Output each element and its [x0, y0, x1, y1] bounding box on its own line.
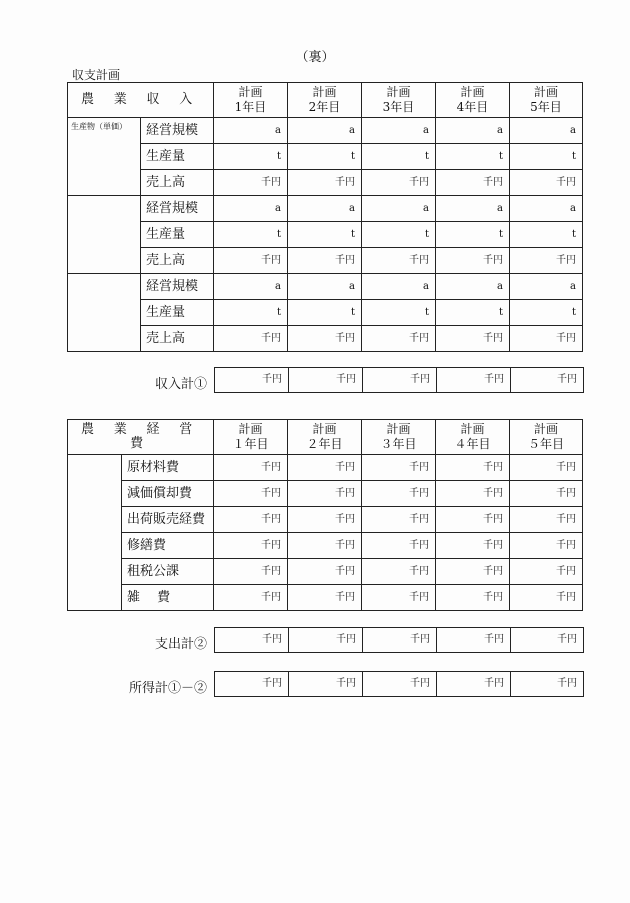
income-value-cell: a — [288, 274, 362, 300]
income-value-cell: t — [436, 222, 510, 248]
income-value-cell: t — [288, 300, 362, 326]
income-plan-header-year-1 — [214, 83, 288, 118]
section-title: 収支計画 — [72, 68, 121, 82]
income-value-cell: 千円 — [362, 326, 436, 352]
expense-year-label: ５年目 — [527, 437, 564, 451]
expense-total-label: 支出計② — [154, 637, 207, 652]
income-total-value-cell: 千円 — [363, 368, 437, 393]
income-plan-label: 計画 — [238, 85, 263, 99]
income-row — [68, 274, 583, 300]
income-value-cell: 千円 — [510, 326, 583, 352]
expense-total-value-cell: 千円 — [363, 628, 437, 653]
expense-item-label: 減価償却費 — [122, 481, 214, 507]
product-group-cell — [68, 274, 141, 352]
expense-total-value-cell: 千円 — [289, 628, 363, 653]
income-value-cell: 千円 — [214, 326, 288, 352]
income-value-cell: t — [510, 222, 583, 248]
expense-row — [68, 585, 583, 611]
income-year-label: 2年目 — [308, 100, 341, 114]
expense-value-cell: 千円 — [436, 585, 510, 611]
income-year-label: 5年目 — [530, 100, 562, 114]
expense-value-cell: 千円 — [214, 455, 288, 481]
income-value-cell: a — [362, 274, 436, 300]
expense-item-label: 原材料費 — [122, 455, 214, 481]
income-row — [68, 248, 583, 274]
income-value-cell: 千円 — [436, 248, 510, 274]
expense-value-cell: 千円 — [214, 585, 288, 611]
expense-value-cell: 千円 — [214, 559, 288, 585]
income-total-value-cell: 千円 — [289, 368, 363, 393]
expense-value-cell: 千円 — [362, 585, 436, 611]
expense-row — [68, 455, 583, 481]
income-value-cell: t — [510, 300, 583, 326]
income-plan-header-year-2 — [288, 83, 362, 118]
income-value-cell: 千円 — [214, 248, 288, 274]
profit-total-label: 所得計①－② — [128, 681, 207, 696]
income-plan-label: 計画 — [460, 85, 485, 99]
expense-plan-header-year-1 — [214, 420, 288, 455]
income-plan-header-year-3 — [362, 83, 436, 118]
expense-value-cell: 千円 — [214, 481, 288, 507]
profit-total-row — [215, 672, 584, 697]
income-value-cell: t — [436, 144, 510, 170]
expense-plan-label: 計画 — [238, 422, 263, 436]
expense-item-label: 修繕費 — [122, 533, 214, 559]
income-row — [68, 326, 583, 352]
income-value-cell: a — [288, 196, 362, 222]
income-total-label: 収入計① — [154, 377, 207, 392]
profit-total-value-cell: 千円 — [215, 672, 289, 697]
income-value-cell: a — [436, 196, 510, 222]
expense-total-table — [214, 627, 584, 653]
expense-value-cell: 千円 — [510, 585, 583, 611]
income-row — [68, 222, 583, 248]
expense-item-label: 出荷販売経費 — [122, 507, 214, 533]
income-plan-header-year-4 — [436, 83, 510, 118]
expense-header-title: 農 業 経 営 費 — [68, 420, 214, 455]
expense-value-cell: 千円 — [510, 559, 583, 585]
expense-item-label: 雑 費 — [122, 585, 214, 611]
expense-total-row — [215, 628, 584, 653]
expense-value-cell: 千円 — [288, 585, 362, 611]
expense-value-cell: 千円 — [510, 533, 583, 559]
income-item-label: 売上高 — [141, 170, 214, 196]
expense-value-cell: 千円 — [510, 507, 583, 533]
profit-total-value-cell: 千円 — [511, 672, 584, 697]
income-row — [68, 196, 583, 222]
income-value-cell: t — [214, 300, 288, 326]
income-value-cell: t — [436, 300, 510, 326]
profit-total-value-cell: 千円 — [363, 672, 437, 697]
product-group-cell: 生産物（単価） — [68, 118, 141, 196]
profit-total-value-cell: 千円 — [437, 672, 511, 697]
expense-plan-label: 計画 — [533, 422, 558, 436]
income-row — [68, 170, 583, 196]
income-item-label: 生産量 — [141, 144, 214, 170]
expense-plan-label: 計画 — [460, 422, 485, 436]
expense-value-cell: 千円 — [288, 533, 362, 559]
income-value-cell: a — [362, 196, 436, 222]
expense-row — [68, 481, 583, 507]
expense-year-label: ３年目 — [380, 437, 417, 451]
income-value-cell: a — [510, 196, 583, 222]
income-row — [68, 300, 583, 326]
income-value-cell: 千円 — [288, 170, 362, 196]
expense-table — [67, 419, 583, 611]
income-total-value-cell: 千円 — [437, 368, 511, 393]
income-value-cell: a — [510, 274, 583, 300]
expense-total-value-cell: 千円 — [511, 628, 584, 653]
expense-plan-header-year-3 — [362, 420, 436, 455]
income-total-value-cell: 千円 — [511, 368, 584, 393]
income-total-value-cell: 千円 — [215, 368, 289, 393]
expense-value-cell: 千円 — [510, 481, 583, 507]
expense-year-label: ２年目 — [306, 437, 343, 451]
income-value-cell: 千円 — [436, 170, 510, 196]
expense-value-cell: 千円 — [288, 559, 362, 585]
expense-value-cell: 千円 — [436, 455, 510, 481]
income-plan-header-year-5 — [510, 83, 583, 118]
page-side-label: （裏） — [295, 50, 335, 65]
income-value-cell: a — [436, 118, 510, 144]
expense-value-cell: 千円 — [436, 533, 510, 559]
income-item-label: 売上高 — [141, 326, 214, 352]
income-item-label: 生産量 — [141, 300, 214, 326]
income-value-cell: t — [510, 144, 583, 170]
expense-value-cell: 千円 — [288, 507, 362, 533]
income-plan-label: 計画 — [312, 85, 337, 99]
expense-value-cell: 千円 — [362, 481, 436, 507]
income-value-cell: t — [362, 222, 436, 248]
income-item-label: 経営規模 — [141, 274, 214, 300]
expense-indent-cell — [68, 455, 122, 611]
expense-value-cell: 千円 — [214, 507, 288, 533]
income-value-cell: a — [214, 274, 288, 300]
income-item-label: 生産量 — [141, 222, 214, 248]
income-plan-label: 計画 — [386, 85, 411, 99]
income-value-cell: t — [362, 300, 436, 326]
income-value-cell: a — [214, 196, 288, 222]
expense-value-cell: 千円 — [362, 455, 436, 481]
expense-plan-label: 計画 — [386, 422, 411, 436]
income-value-cell: 千円 — [436, 326, 510, 352]
income-value-cell: 千円 — [288, 248, 362, 274]
income-header-row — [68, 83, 583, 118]
expense-year-label: ４年目 — [454, 437, 491, 451]
expense-total-value-cell: 千円 — [215, 628, 289, 653]
expense-row — [68, 559, 583, 585]
income-value-cell: a — [362, 118, 436, 144]
expense-row — [68, 507, 583, 533]
expense-plan-header-year-4 — [436, 420, 510, 455]
income-value-cell: 千円 — [510, 170, 583, 196]
expense-value-cell: 千円 — [288, 455, 362, 481]
expense-value-cell: 千円 — [436, 507, 510, 533]
expense-value-cell: 千円 — [510, 455, 583, 481]
income-row — [68, 118, 583, 144]
expense-value-cell: 千円 — [362, 507, 436, 533]
income-value-cell: 千円 — [362, 170, 436, 196]
expense-total-value-cell: 千円 — [437, 628, 511, 653]
income-value-cell: 千円 — [510, 248, 583, 274]
profit-total-table — [214, 671, 584, 697]
expense-plan-label: 計画 — [312, 422, 337, 436]
income-value-cell: t — [288, 144, 362, 170]
income-value-cell: a — [510, 118, 583, 144]
expense-plan-header-year-2 — [288, 420, 362, 455]
expense-value-cell: 千円 — [362, 559, 436, 585]
income-value-cell: a — [214, 118, 288, 144]
income-value-cell: 千円 — [362, 248, 436, 274]
income-value-cell: t — [214, 144, 288, 170]
income-total-table — [214, 367, 584, 393]
income-year-label: 1年目 — [234, 100, 267, 114]
income-item-label: 経営規模 — [141, 196, 214, 222]
expense-plan-header-year-5 — [510, 420, 583, 455]
expense-year-label: １年目 — [232, 437, 269, 451]
income-value-cell: t — [214, 222, 288, 248]
expense-value-cell: 千円 — [288, 481, 362, 507]
income-item-label: 経営規模 — [141, 118, 214, 144]
product-group-cell — [68, 196, 141, 274]
income-header-title: 農 業 収 入 — [68, 83, 214, 118]
expense-value-cell: 千円 — [362, 533, 436, 559]
expense-header-row — [68, 420, 583, 455]
income-year-label: 4年目 — [456, 100, 489, 114]
income-value-cell: a — [288, 118, 362, 144]
income-total-row — [215, 368, 584, 393]
income-value-cell: 千円 — [214, 170, 288, 196]
income-table — [67, 82, 583, 352]
income-value-cell: 千円 — [288, 326, 362, 352]
expense-item-label: 租税公課 — [122, 559, 214, 585]
income-value-cell: a — [436, 274, 510, 300]
income-value-cell: t — [362, 144, 436, 170]
profit-total-value-cell: 千円 — [289, 672, 363, 697]
income-year-label: 3年目 — [382, 100, 415, 114]
income-value-cell: t — [288, 222, 362, 248]
income-row — [68, 144, 583, 170]
income-item-label: 売上高 — [141, 248, 214, 274]
expense-value-cell: 千円 — [436, 481, 510, 507]
expense-row — [68, 533, 583, 559]
expense-value-cell: 千円 — [214, 533, 288, 559]
expense-value-cell: 千円 — [436, 559, 510, 585]
income-plan-label: 計画 — [533, 85, 558, 99]
